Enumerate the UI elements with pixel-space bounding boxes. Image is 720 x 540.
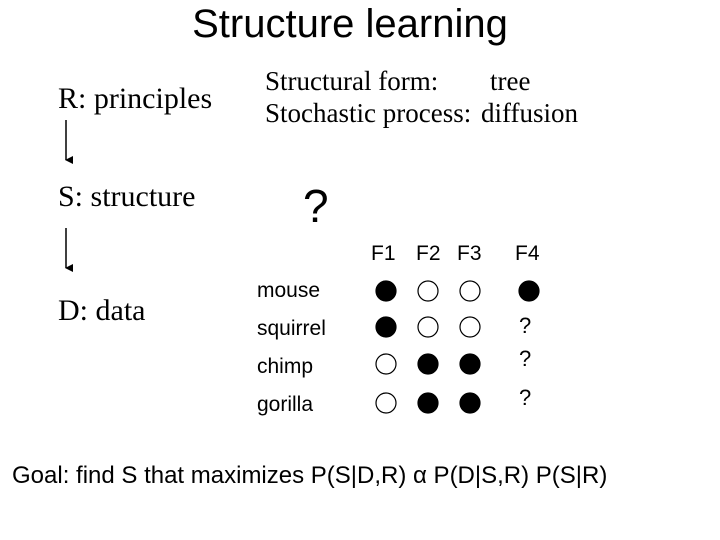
feature-cell-squirrel-f2-absent bbox=[418, 317, 438, 337]
feature-cell-chimp-f2-present bbox=[418, 354, 438, 374]
slide-title: Structure learning bbox=[192, 2, 508, 46]
stochastic-process-label: Stochastic process: bbox=[265, 98, 472, 128]
feature-matrix bbox=[376, 281, 539, 413]
feature-cell-gorilla-f1-absent bbox=[376, 393, 396, 413]
level-structure: S: structure bbox=[58, 180, 196, 213]
animal-label-mouse: mouse bbox=[257, 279, 321, 302]
structural-form-label: Structural form: bbox=[265, 66, 439, 96]
feature-cell-squirrel-f3-absent bbox=[460, 317, 480, 337]
unknown-structure-mark: ? bbox=[303, 180, 329, 232]
missing-value-gorilla-f4: ? bbox=[519, 385, 532, 410]
level-principles: R: principles bbox=[58, 82, 213, 115]
structural-form-value: tree bbox=[490, 66, 531, 96]
animal-label-chimp: chimp bbox=[257, 355, 314, 378]
feature-cell-mouse-f2-absent bbox=[418, 281, 438, 301]
feature-cell-chimp-f1-absent bbox=[376, 354, 396, 374]
level-data: D: data bbox=[58, 294, 146, 327]
feature-cell-mouse-f3-absent bbox=[460, 281, 480, 301]
feature-cell-gorilla-f2-present bbox=[418, 393, 438, 413]
goal-statement: Goal: find S that maximizes P(S|D,R) α P(D|S,R) P(S|R) bbox=[12, 462, 608, 489]
missing-value-squirrel-f4: ? bbox=[519, 313, 532, 338]
feature-header-f3: F3 bbox=[457, 242, 482, 265]
feature-cell-chimp-f3-present bbox=[460, 354, 480, 374]
feature-cell-mouse-f4-present bbox=[519, 281, 539, 301]
animal-label-squirrel: squirrel bbox=[257, 317, 326, 340]
feature-header-f4: F4 bbox=[515, 242, 540, 265]
feature-header-f2: F2 bbox=[416, 242, 441, 265]
feature-cell-squirrel-f1-present bbox=[376, 317, 396, 337]
feature-cell-mouse-f1-present bbox=[376, 281, 396, 301]
feature-header-f1: F1 bbox=[371, 242, 396, 265]
feature-cell-gorilla-f3-present bbox=[460, 393, 480, 413]
animal-label-gorilla: gorilla bbox=[257, 393, 314, 416]
stochastic-process-value: diffusion bbox=[481, 98, 579, 128]
missing-value-chimp-f4: ? bbox=[519, 346, 532, 371]
